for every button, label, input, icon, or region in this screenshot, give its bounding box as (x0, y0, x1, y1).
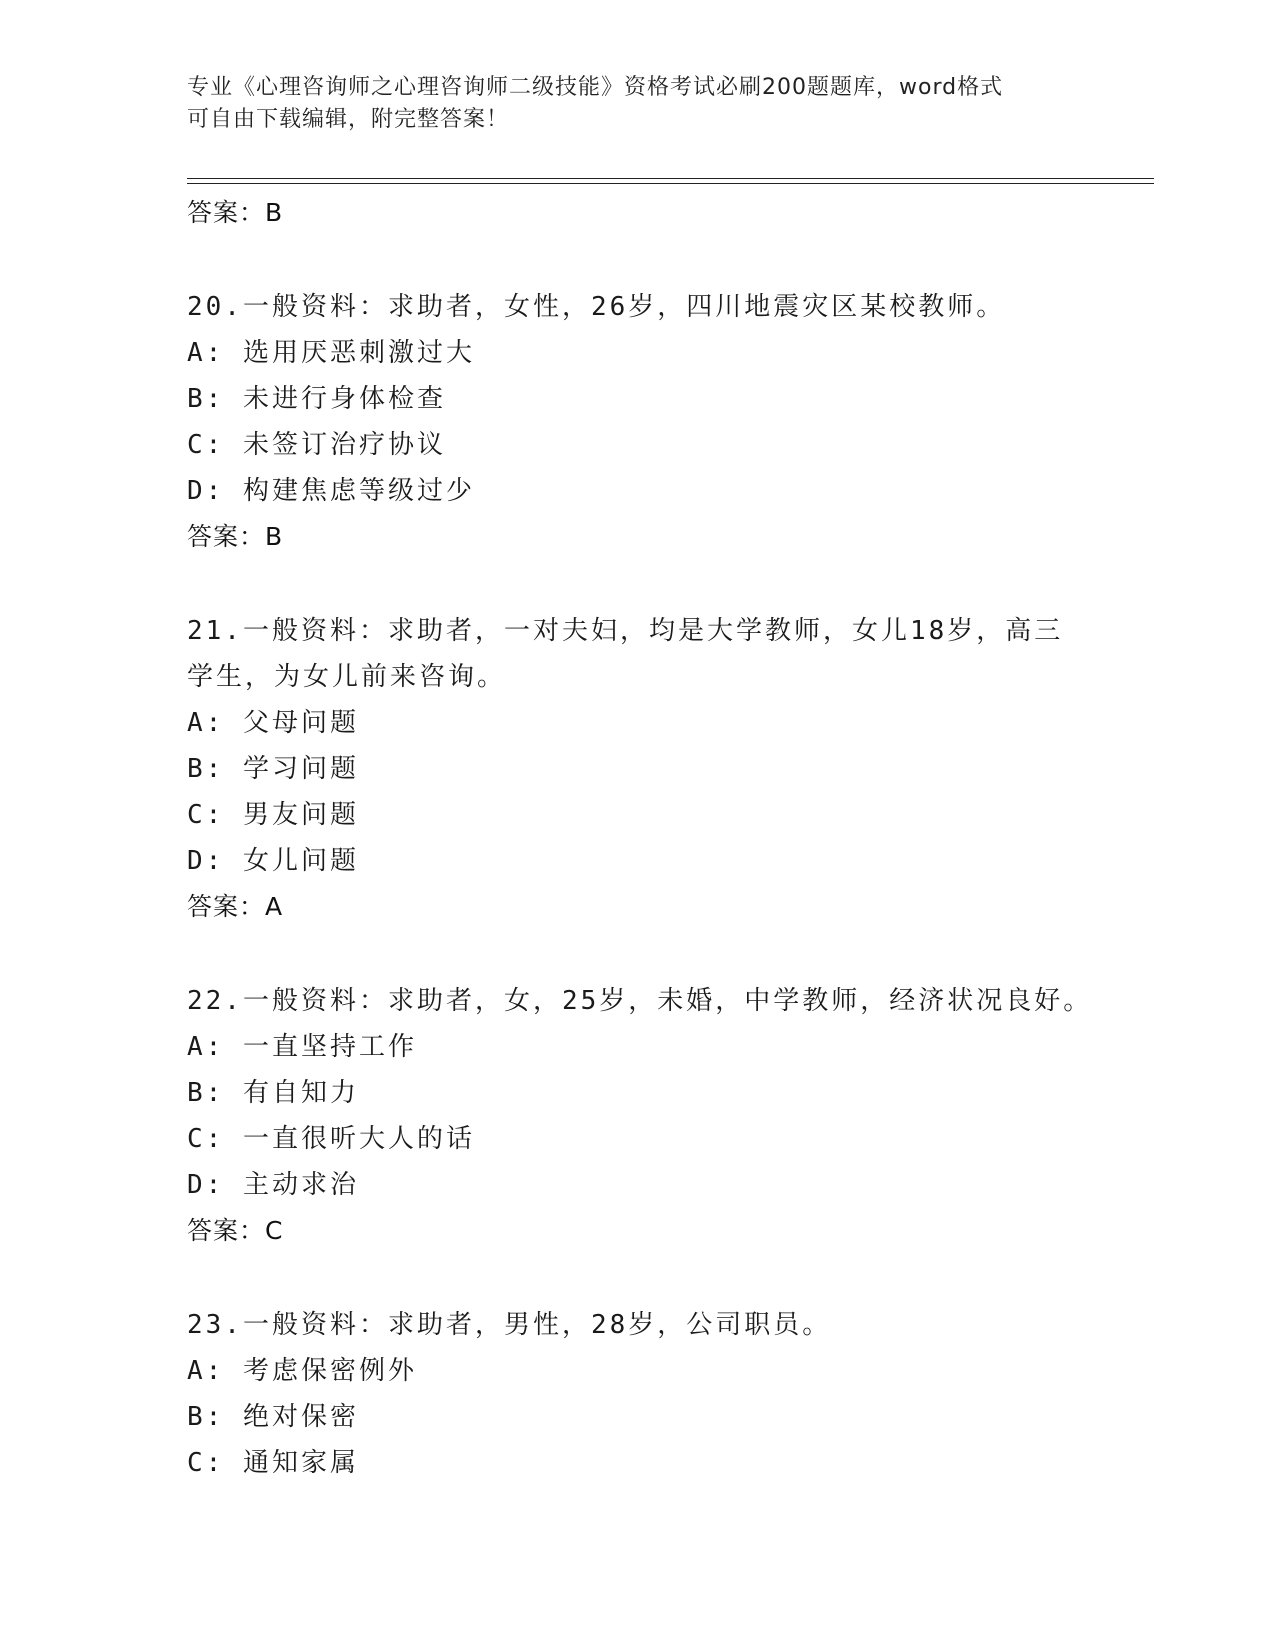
option-c: C: 男友问题 (187, 800, 359, 830)
option-b: B: 学习问题 (187, 754, 359, 784)
option-a: A: 考虑保密例外 (187, 1356, 417, 1386)
option-b: B: 未进行身体检查 (187, 384, 446, 414)
answer-line: 答案：B (187, 522, 284, 551)
option-c: C: 通知家属 (187, 1448, 359, 1478)
document-header (187, 72, 1067, 136)
question-22 (187, 978, 1093, 1254)
question-stem: 22.一般资料：求助者，女，25岁，未婚，中学教师，经济状况良好。 (187, 986, 1093, 1016)
option-a: A: 一直坚持工作 (187, 1032, 417, 1062)
option-a: A: 选用厌恶刺激过大 (187, 338, 475, 368)
option-a: A: 父母问题 (187, 708, 359, 738)
question-stem: 21.一般资料：求助者，一对夫妇，均是大学教师，女儿18岁，高三 (187, 616, 1064, 646)
option-d: D: 女儿问题 (187, 846, 359, 876)
answer-line: 答案：A (187, 892, 284, 921)
question-20 (187, 284, 1087, 560)
option-c: C: 未签订治疗协议 (187, 430, 446, 460)
option-d: D: 主动求治 (187, 1170, 359, 1200)
header-divider-top (187, 178, 1154, 179)
option-c: C: 一直很听大人的话 (187, 1124, 475, 1154)
option-b: B: 绝对保密 (187, 1402, 359, 1432)
question-list (187, 190, 1093, 1486)
option-b: B: 有自知力 (187, 1078, 359, 1108)
answer-line: 答案：C (187, 1216, 284, 1245)
option-d: D: 构建焦虑等级过少 (187, 476, 475, 506)
header-line-1: 专业《心理咨询师之心理咨询师二级技能》资格考试必刷200题题库，word格式 (187, 75, 1004, 100)
answer-line: 答案：B (187, 198, 284, 227)
question-stem: 23.一般资料：求助者，男性，28岁，公司职员。 (187, 1310, 832, 1340)
question-21 (187, 608, 1087, 930)
header-line-2: 可自由下载编辑，附完整答案！ (187, 107, 510, 132)
question-stem-continued: 学生，为女儿前来咨询。 (187, 662, 507, 692)
question-stem: 20.一般资料：求助者，女性，26岁，四川地震灾区某校教师。 (187, 292, 1006, 322)
question-23 (187, 1302, 1087, 1486)
header-divider-bottom (187, 183, 1154, 184)
